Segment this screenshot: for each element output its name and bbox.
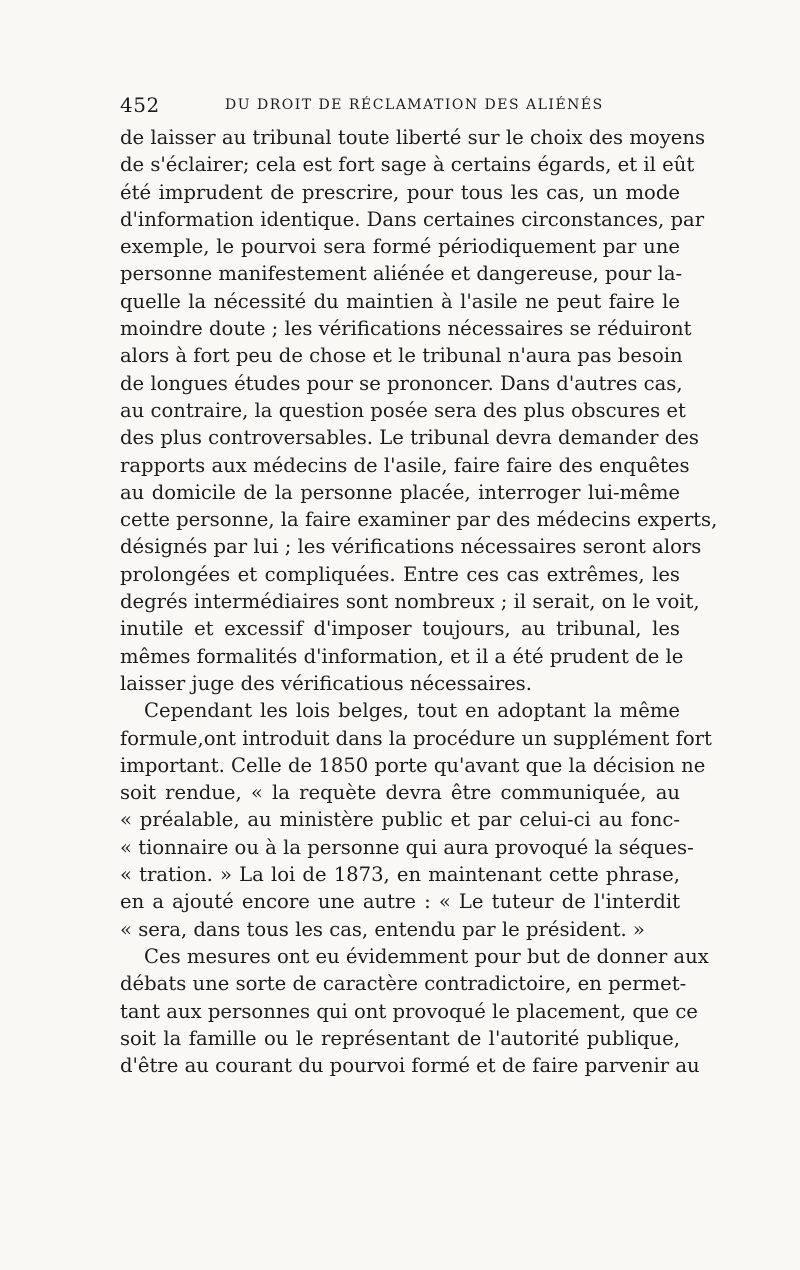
text-line: au contraire, la question posée sera des plus obscures et (120, 398, 686, 422)
text-line: d'être au courant du pourvoi formé et de faire parvenir au (120, 1054, 700, 1078)
text-line: Cependant les lois belges, tout en adoptant la même (144, 699, 680, 723)
text-line: moindre doute ; les vérifications nécessaires se réduiront (120, 317, 692, 341)
page-number: 452 (120, 93, 160, 117)
text-line: d'information identique. Dans certaines circonstances, par (120, 207, 705, 231)
text-line: inutile et excessif d'imposer toujours, au tribunal, les (120, 617, 680, 641)
text-line: « tionnaire ou à la personne qui aura provoqué la séques- (120, 835, 694, 859)
text-line: « préalable, au ministère public et par celui-ci au fonc- (120, 808, 680, 832)
text-line: quelle la nécessité du maintien à l'asile ne peut faire le (120, 289, 680, 313)
text-line: personne manifestement aliénée et dangereuse, pour la- (120, 262, 683, 286)
text-line: important. Celle de 1850 porte qu'avant que la décision ne (120, 753, 706, 777)
text-line: de longues études pour se prononcer. Dans d'autres cas, (120, 371, 683, 395)
text-line: en a ajouté encore une autre : « Le tuteur de l'interdit (120, 890, 680, 914)
text-line: débats une sorte de caractère contradictoire, en permet- (120, 972, 687, 996)
text-line: « sera, dans tous les cas, entendu par le président. » (120, 917, 645, 941)
text-line: désignés par lui ; les vérifications nécessaires seront alors (120, 535, 702, 559)
text-line: exemple, le pourvoi sera formé périodiquement par une (120, 235, 680, 259)
text-line: de s'éclairer; cela est fort sage à certains égards, et il eût (120, 153, 695, 177)
text-line: au domicile de la personne placée, interroger lui-même (120, 480, 680, 504)
text-line: mêmes formalités d'information, et il a été prudent de le (120, 644, 684, 668)
body-text (120, 124, 718, 1079)
text-line: laisser juge des vérificatious nécessaires. (120, 671, 532, 695)
text-line: des plus controversables. Le tribunal devra demander des (120, 426, 699, 450)
text-line: Ces mesures ont eu évidemment pour but de donner aux (144, 944, 709, 968)
running-title: DU DROIT DE RÉCLAMATION DES ALIÉNÉS (225, 97, 604, 113)
page-header (120, 93, 680, 117)
text-line: tant aux personnes qui ont provoqué le placement, que ce (120, 999, 698, 1023)
text-line: soit la famille ou le représentant de l'autorité publique, (120, 1026, 680, 1050)
text-line: prolongées et compliquées. Entre ces cas extrêmes, les (120, 562, 680, 586)
text-line: « tration. » La loi de 1873, en maintenant cette phrase, (120, 863, 680, 887)
text-line: rapports aux médecins de l'asile, faire faire des enquêtes (120, 453, 690, 477)
text-line: de laisser au tribunal toute liberté sur le choix des moyens (120, 126, 706, 149)
text-line: été imprudent de prescrire, pour tous les cas, un mode (120, 180, 680, 204)
text-line: soit rendue, « la requète devra être communiquée, au (120, 781, 680, 805)
text-line: cette personne, la faire examiner par des médecins experts, (120, 508, 718, 532)
text-line: formule,ont introduit dans la procédure un supplément fort (120, 726, 712, 750)
text-line: alors à fort peu de chose et le tribunal n'aura pas besoin (120, 344, 683, 368)
text-line: degrés intermédiaires sont nombreux ; il serait, on le voit, (120, 590, 700, 614)
